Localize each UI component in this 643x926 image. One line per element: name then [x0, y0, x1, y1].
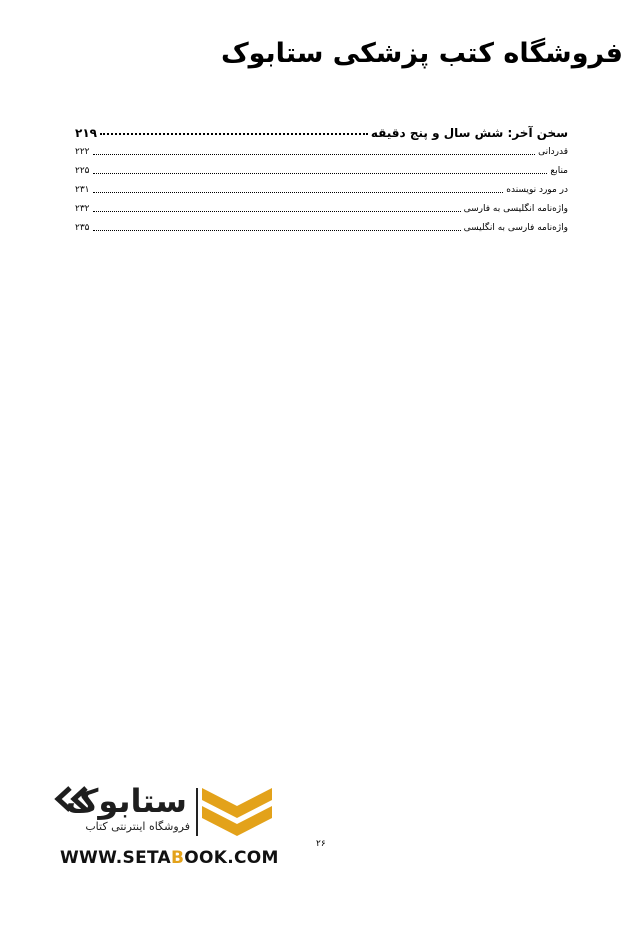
brand-logo-text: ستابوک	[65, 782, 187, 820]
brand-url[interactable]	[60, 848, 279, 868]
page-number: ۲۶	[316, 839, 326, 849]
toc-entry-page: ۲۳۱	[75, 185, 90, 195]
brand-tagline: فروشگاه اینترنتی کتاب	[85, 820, 190, 833]
toc-entry-page: ۲۱۹	[75, 126, 97, 140]
toc-entry-title: منابع	[550, 166, 568, 176]
toc-leader-dots	[93, 191, 504, 193]
toc-entry[interactable]	[75, 196, 568, 215]
page-title: فروشگاه کتب پزشکی ستابوک	[220, 38, 623, 69]
toc-leader-dots	[93, 210, 461, 212]
toc-entry-page: ۲۳۲	[75, 204, 90, 214]
brand-chevron-logo-icon	[202, 786, 272, 838]
toc-entry[interactable]	[75, 177, 568, 196]
toc-entry[interactable]	[75, 215, 568, 234]
brand-url-part: WWW.SETA	[60, 848, 172, 868]
brand-url-accent: B	[171, 848, 185, 868]
brand-divider	[196, 788, 198, 836]
table-of-contents	[75, 113, 568, 234]
toc-leader-dots	[93, 172, 548, 174]
toc-leader-dots	[93, 229, 461, 231]
toc-entry-title: واژه‌نامه انگلیسی به فارسی	[463, 204, 568, 214]
toc-entry-title: سخن آخر: شش سال و پنج دقیقه	[370, 126, 568, 140]
toc-entry-page: ۲۲۵	[75, 166, 90, 176]
toc-leader-dots	[100, 132, 368, 135]
brand-url-part: OOK.COM	[184, 848, 279, 868]
toc-entry-title: واژه‌نامه فارسی به انگلیسی	[463, 223, 568, 233]
toc-entry-page: ۲۲۲	[75, 147, 90, 157]
toc-entry-page: ۲۳۵	[75, 223, 90, 233]
toc-leader-dots	[93, 153, 536, 155]
toc-entry-main[interactable]	[75, 113, 568, 139]
toc-entry[interactable]	[75, 139, 568, 158]
toc-entry-title: قدردانی	[538, 147, 568, 157]
brand-block	[50, 782, 279, 872]
toc-entry[interactable]	[75, 158, 568, 177]
toc-entry-title: در مورد نویسنده	[506, 185, 568, 195]
